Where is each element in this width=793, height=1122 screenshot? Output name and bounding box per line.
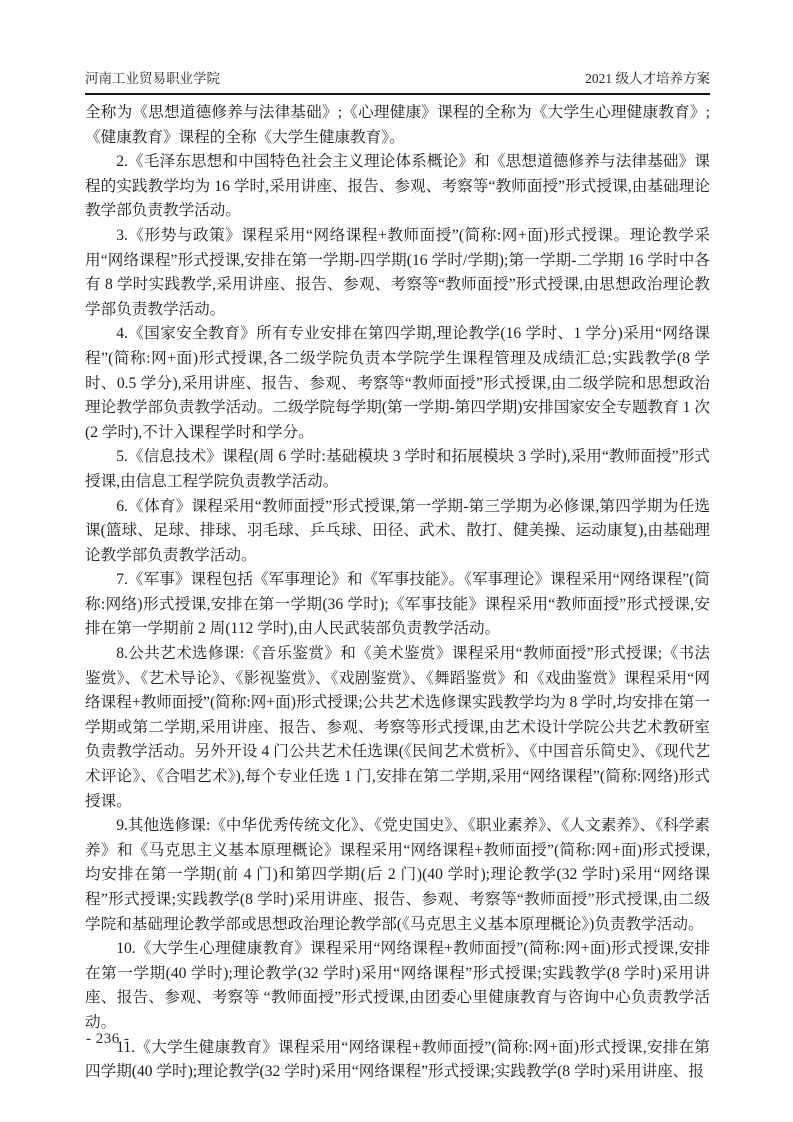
paragraph-item-2: 2.《毛泽东思想和中国特色社会主义理论体系概论》和《思想道德修养与法律基础》课程的实践教学均为 16 学时,采用讲座、报告、参观、考察等“教师面授”形式授课,由基础理论教学部负责教学活动。 (85, 153, 710, 220)
header-school-name: 河南工业贸易职业学院 (85, 71, 220, 86)
page-number: - 236 - (86, 1031, 130, 1047)
paragraph-item-10: 10.《大学生心理健康教育》课程采用“网络课程+教师面授”(简称:网+面)形式授课,安排在第一学期(40 学时);理论教学(32 学时)采用“网络课程”形式授课;实践教学(8 学时)采用讲座、报告、参观、考察等 “教师面授”形式授课,由团委心里健康教育与咨询中心负责教学活动。 (85, 940, 710, 1031)
paragraph-item-7: 7.《军事》课程包括《军事理论》和《军事技能》。《军事理论》课程采用“网络课程”(简称:网络)形式授课,安排在第一学期(36 学时);《军事技能》课程采用“教师面授”形式授课,安排在第一学期前 2 周(112 学时),由人民武装部负责教学活动。 (85, 571, 710, 638)
paragraph-item-6: 6.《体育》课程采用“教师面授”形式授课,第一学期-第三学期为必修课,第四学期为任选课(篮球、足球、排球、羽毛球、乒乓球、田径、武术、散打、健美操、运动康复),由基础理论教学部负责教学活动。 (85, 497, 710, 564)
paragraph-item-9: 9.其他选修课:《中华优秀传统文化》、《党史国史》、《职业素养》、《人文素养》、《科学素养》和《马克思主义基本原理概论》课程采用“网络课程+教师面授”(简称:网+面)形式授课,均安排在第一学期(前 4 门)和第四学期(后 2 门)(40 学时);理论教学(32 学时)采用“网络课程”形式授课;实践教学(8 学时)采用讲座、报告、参观、考察等“教师面授”形式授课,由二级学院和基础理论教学部或思想政治理论教学部(《马克思主义基本原理概论》)负责教学活动。 (85, 817, 710, 933)
paragraph-item-5: 5.《信息技术》课程(周 6 学时:基础模块 3 学时和拓展模块 3 学时),采用“教师面授”形式授课,由信息工程学院负责教学活动。 (85, 448, 710, 490)
paragraph-item-11: 11.《大学生健康教育》课程采用“网络课程+教师面授”(简称:网+面)形式授课,安排在第四学期(40 学时);理论教学(32 学时)采用“网络课程”形式授课;实践教学(8 学时)采用讲座、报 (85, 1038, 710, 1081)
document-body (85, 101, 710, 1085)
paragraph-item-8: 8.公共艺术选修课:《音乐鉴赏》和《美术鉴赏》课程采用“教师面授”形式授课;《书法鉴赏》、《艺术导论》、《影视鉴赏》、《戏剧鉴赏》、《舞蹈鉴赏》和《戏曲鉴赏》课程采用“网络课程+教师面授”(简称:网+面)形式授课;公共艺术选修课实践教学均为 8 学时,均安排在第一学期或第二学期,采用讲座、报告、参观、考察等形式授课,由艺术设计学院公共艺术教研室负责教学活动。另外开设 4 门公共艺术任选课(《民间艺术赏析》、《中国音乐简史》、《现代艺术评论》、《合唱艺术》),每个专业任选 1 门,安排在第二学期,采用“网络课程”(简称:网络)形式授课。 (85, 645, 710, 810)
header-document-title: 2021 级人才培养方案 (585, 71, 710, 86)
page-footer (86, 1031, 130, 1048)
page-header (85, 70, 710, 88)
header-rule (85, 93, 710, 95)
paragraph-item-4: 4.《国家安全教育》所有专业安排在第四学期,理论教学(16 学时、1 学分)采用“网络课程”(简称:网+面)形式授课,各二级学院负责本学院学生课程管理及成绩汇总;实践教学(8 学时、0.5 学分),采用讲座、报告、参观、考察等“教师面授”形式授课,由二级学院和思想政治理论教学部负责教学活动。二级学院每学期(第一学期-第四学期)安排国家安全专题教育 1 次(2 学时),不计入课程学时和学分。 (85, 325, 710, 441)
paragraph-item-3: 3.《形势与政策》课程采用“网络课程+教师面授”(简称:网+面)形式授课。理论教学采用“网络课程”形式授课,安排在第一学期-四学期(16 学时/学期);第一学期-二学期 16 学时中各有 8 学时实践教学,采用讲座、报告、参观、考察等“教师面授”形式授课,由思想政治理论教学部负责教学活动。 (85, 226, 710, 318)
paragraph-continuation: 全称为《思想道德修养与法律基础》;《心理健康》课程的全称为《大学生心理健康教育》;《健康教育》课程的全称《大学生健康教育》。 (85, 104, 710, 146)
